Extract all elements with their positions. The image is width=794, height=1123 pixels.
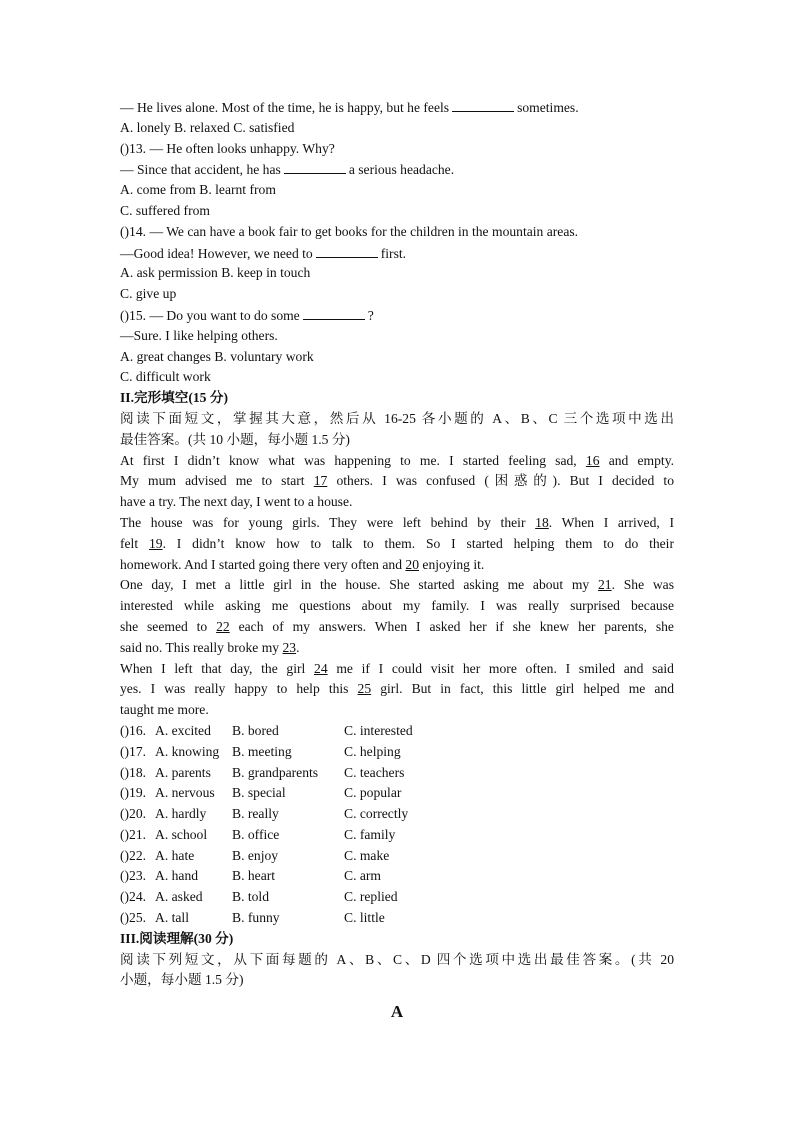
section-3-title: III.阅读理解(30 分) [120,930,234,946]
choice-b: B. told [232,889,270,905]
section-2-instructions-1: 阅读下面短文，掌握其大意，然后从 16-25 各小题的 A、B、C 三个选项中选出 [120,410,674,426]
passage-line [120,679,674,700]
passage-line [120,471,674,492]
passage-text: homework. And I started going there very often and [120,556,402,572]
passage-text: others. I was confused (困惑的). But I decided to [336,473,674,489]
choice-row [120,825,674,846]
worksheet-page [120,97,674,991]
passage-line [120,513,674,534]
passage-text: One day, I met a little girl in the house. She started asking me about my [120,577,590,593]
choice-b: B. meeting [232,743,292,759]
q15-reply: —Sure. I like helping others. [120,327,278,343]
choice-row [120,721,674,742]
choice-number: ()18. [120,764,147,780]
passage-text: she seemed to [120,618,208,634]
choice-number: ()23. [120,868,147,884]
passage-line [120,451,674,472]
q14-stem: ()14. — We can have a book fair to get books for the children in the mountain areas. [120,223,579,239]
passage-text: . I didn’t know how to talk to them. So I started helping them to do their [162,535,674,551]
answer-blank [452,97,514,112]
choice-number: ()17. [120,743,147,759]
choice-a: A. excited [155,722,211,738]
answer-blank [316,243,378,258]
passage-text: said no. This really broke my [120,639,280,655]
choice-c: C. arm [344,868,381,884]
choice-a: A. hate [155,847,195,863]
section-3-instructions-1: 阅读下列短文，从下面每题的 A、B、C、D 四个选项中选出最佳答案。(共 20 [120,951,674,967]
choice-row [120,887,674,908]
passage-text: My mum advised me to start [120,473,305,489]
passage-text: At first I didn’t know what was happening to me. I started feeling sad, [120,452,577,468]
blank-number-17: 17 [313,473,328,489]
choice-a: A. hand [155,868,199,884]
q15-stem [120,305,674,326]
passage-text: felt [120,535,139,551]
choice-row [120,908,674,929]
blank-number-24: 24 [314,660,328,676]
blank-number-18: 18 [535,514,549,530]
passage-a-title: A [390,1002,404,1021]
section-2-instructions-2: 最佳答案。(共 10 小题，每小题 1.5 分) [120,431,350,447]
choice-c: C. little [344,910,385,926]
choice-c: C. replied [344,889,398,905]
choice-c: C. family [344,826,396,842]
passage-text: and empty. [608,452,674,468]
choice-a: A. school [155,826,208,842]
passage-text: girl. But in fact, this little girl helped me and [380,681,674,697]
choice-c: C. make [344,847,390,863]
blank-number-16: 16 [585,452,600,468]
passage-text: . She was [611,577,674,593]
choice-a: A. nervous [155,785,215,801]
q12-options: A. lonely B. relaxed C. satisfied [120,119,295,135]
q14-options-1: A. ask permission B. keep in touch [120,265,311,281]
passage-text: enjoying it. [422,556,485,572]
choice-number: ()21. [120,826,147,842]
q13-options-1: A. come from B. learnt from [120,182,276,198]
choice-c: C. interested [344,722,413,738]
choice-b: B. bored [232,722,279,738]
passage-text: yes. I was really happy to help this [120,681,349,697]
section-2-title: II.完形填空(15 分) [120,390,228,406]
blank-number-21: 21 [597,577,612,593]
passage-line: taught me more. [120,702,209,718]
q14-text-end: first. [380,245,407,261]
choice-b: B. funny [232,910,280,926]
q15-text: ()15. — Do you want to do some [120,307,300,323]
q13-text: — Since that accident, he has [120,162,281,178]
q12-text-end: sometimes. [517,100,579,115]
choice-b: B. office [232,826,280,842]
q14-options-2: C. give up [120,286,177,302]
choice-a: A. asked [155,889,203,905]
choice-row [120,783,674,804]
passage-line: have a try. The next day, I went to a house. [120,494,353,510]
choice-number: ()24. [120,889,147,905]
q12-text: — He lives alone. Most of the time, he is happy, but he feels [120,100,450,115]
choice-number: ()22. [120,847,147,863]
passage-text: When I left that day, the girl [120,660,306,676]
blank-number-22: 22 [216,618,230,634]
q13-line [120,159,674,180]
choice-number: ()20. [120,806,147,822]
choice-c: C. popular [344,785,402,801]
choice-a: A. hardly [155,806,207,822]
choice-number: ()19. [120,785,147,801]
q12-line [120,97,674,118]
choice-b: B. really [232,806,279,822]
blank-number-19: 19 [148,535,163,551]
answer-blank [284,159,346,174]
blank-number-25: 25 [357,681,372,697]
choice-a: A. tall [155,910,189,926]
choice-c: C. correctly [344,806,409,822]
q14-text: —Good idea! However, we need to [120,245,313,261]
choice-row [120,804,674,825]
q15-text-end: ? [367,307,374,323]
passage-text: The house was for young girls. They were left behind by their [120,514,526,530]
choice-row [120,846,674,867]
choice-c: C. teachers [344,764,405,780]
q13-stem: ()13. — He often looks unhappy. Why? [120,140,335,156]
q14-line [120,243,674,264]
q13-text-end: a serious headache. [348,162,455,178]
passage-line [120,575,674,596]
blank-number-20: 20 [405,556,419,572]
choice-b: B. enjoy [232,847,279,863]
q13-options-2: C. suffered from [120,202,210,218]
choice-row [120,742,674,763]
q15-options-1: A. great changes B. voluntary work [120,348,314,364]
passage-text: each of my answers. When I asked her if she knew her parents, she [238,618,674,634]
blank-number-23: 23 [282,639,297,655]
answer-blank [303,305,365,320]
choice-c: C. helping [344,743,401,759]
choice-b: B. grandparents [232,764,319,780]
choice-row [120,763,674,784]
passage-line [120,555,674,576]
section-3-instructions-2: 小题，每小题 1.5 分) [120,972,244,988]
passage-text: . When I arrived, I [548,514,674,530]
q15-options-2: C. difficult work [120,369,211,385]
passage-line [120,659,674,680]
passage-line: interested while asking me questions about my family. I was really surprised because [120,598,674,614]
choice-row [120,866,674,887]
choice-b: B. special [232,785,286,801]
choice-a: A. knowing [155,743,220,759]
choice-number: ()16. [120,722,147,738]
passage-line [120,617,674,638]
passage-line [120,638,674,659]
choice-b: B. heart [232,868,276,884]
passage-line [120,534,674,555]
choice-number: ()25. [120,910,147,926]
passage-text: me if I could visit her more often. I smiled and said [336,660,674,676]
choice-a: A. parents [155,764,211,780]
passage-text: . [296,639,300,655]
